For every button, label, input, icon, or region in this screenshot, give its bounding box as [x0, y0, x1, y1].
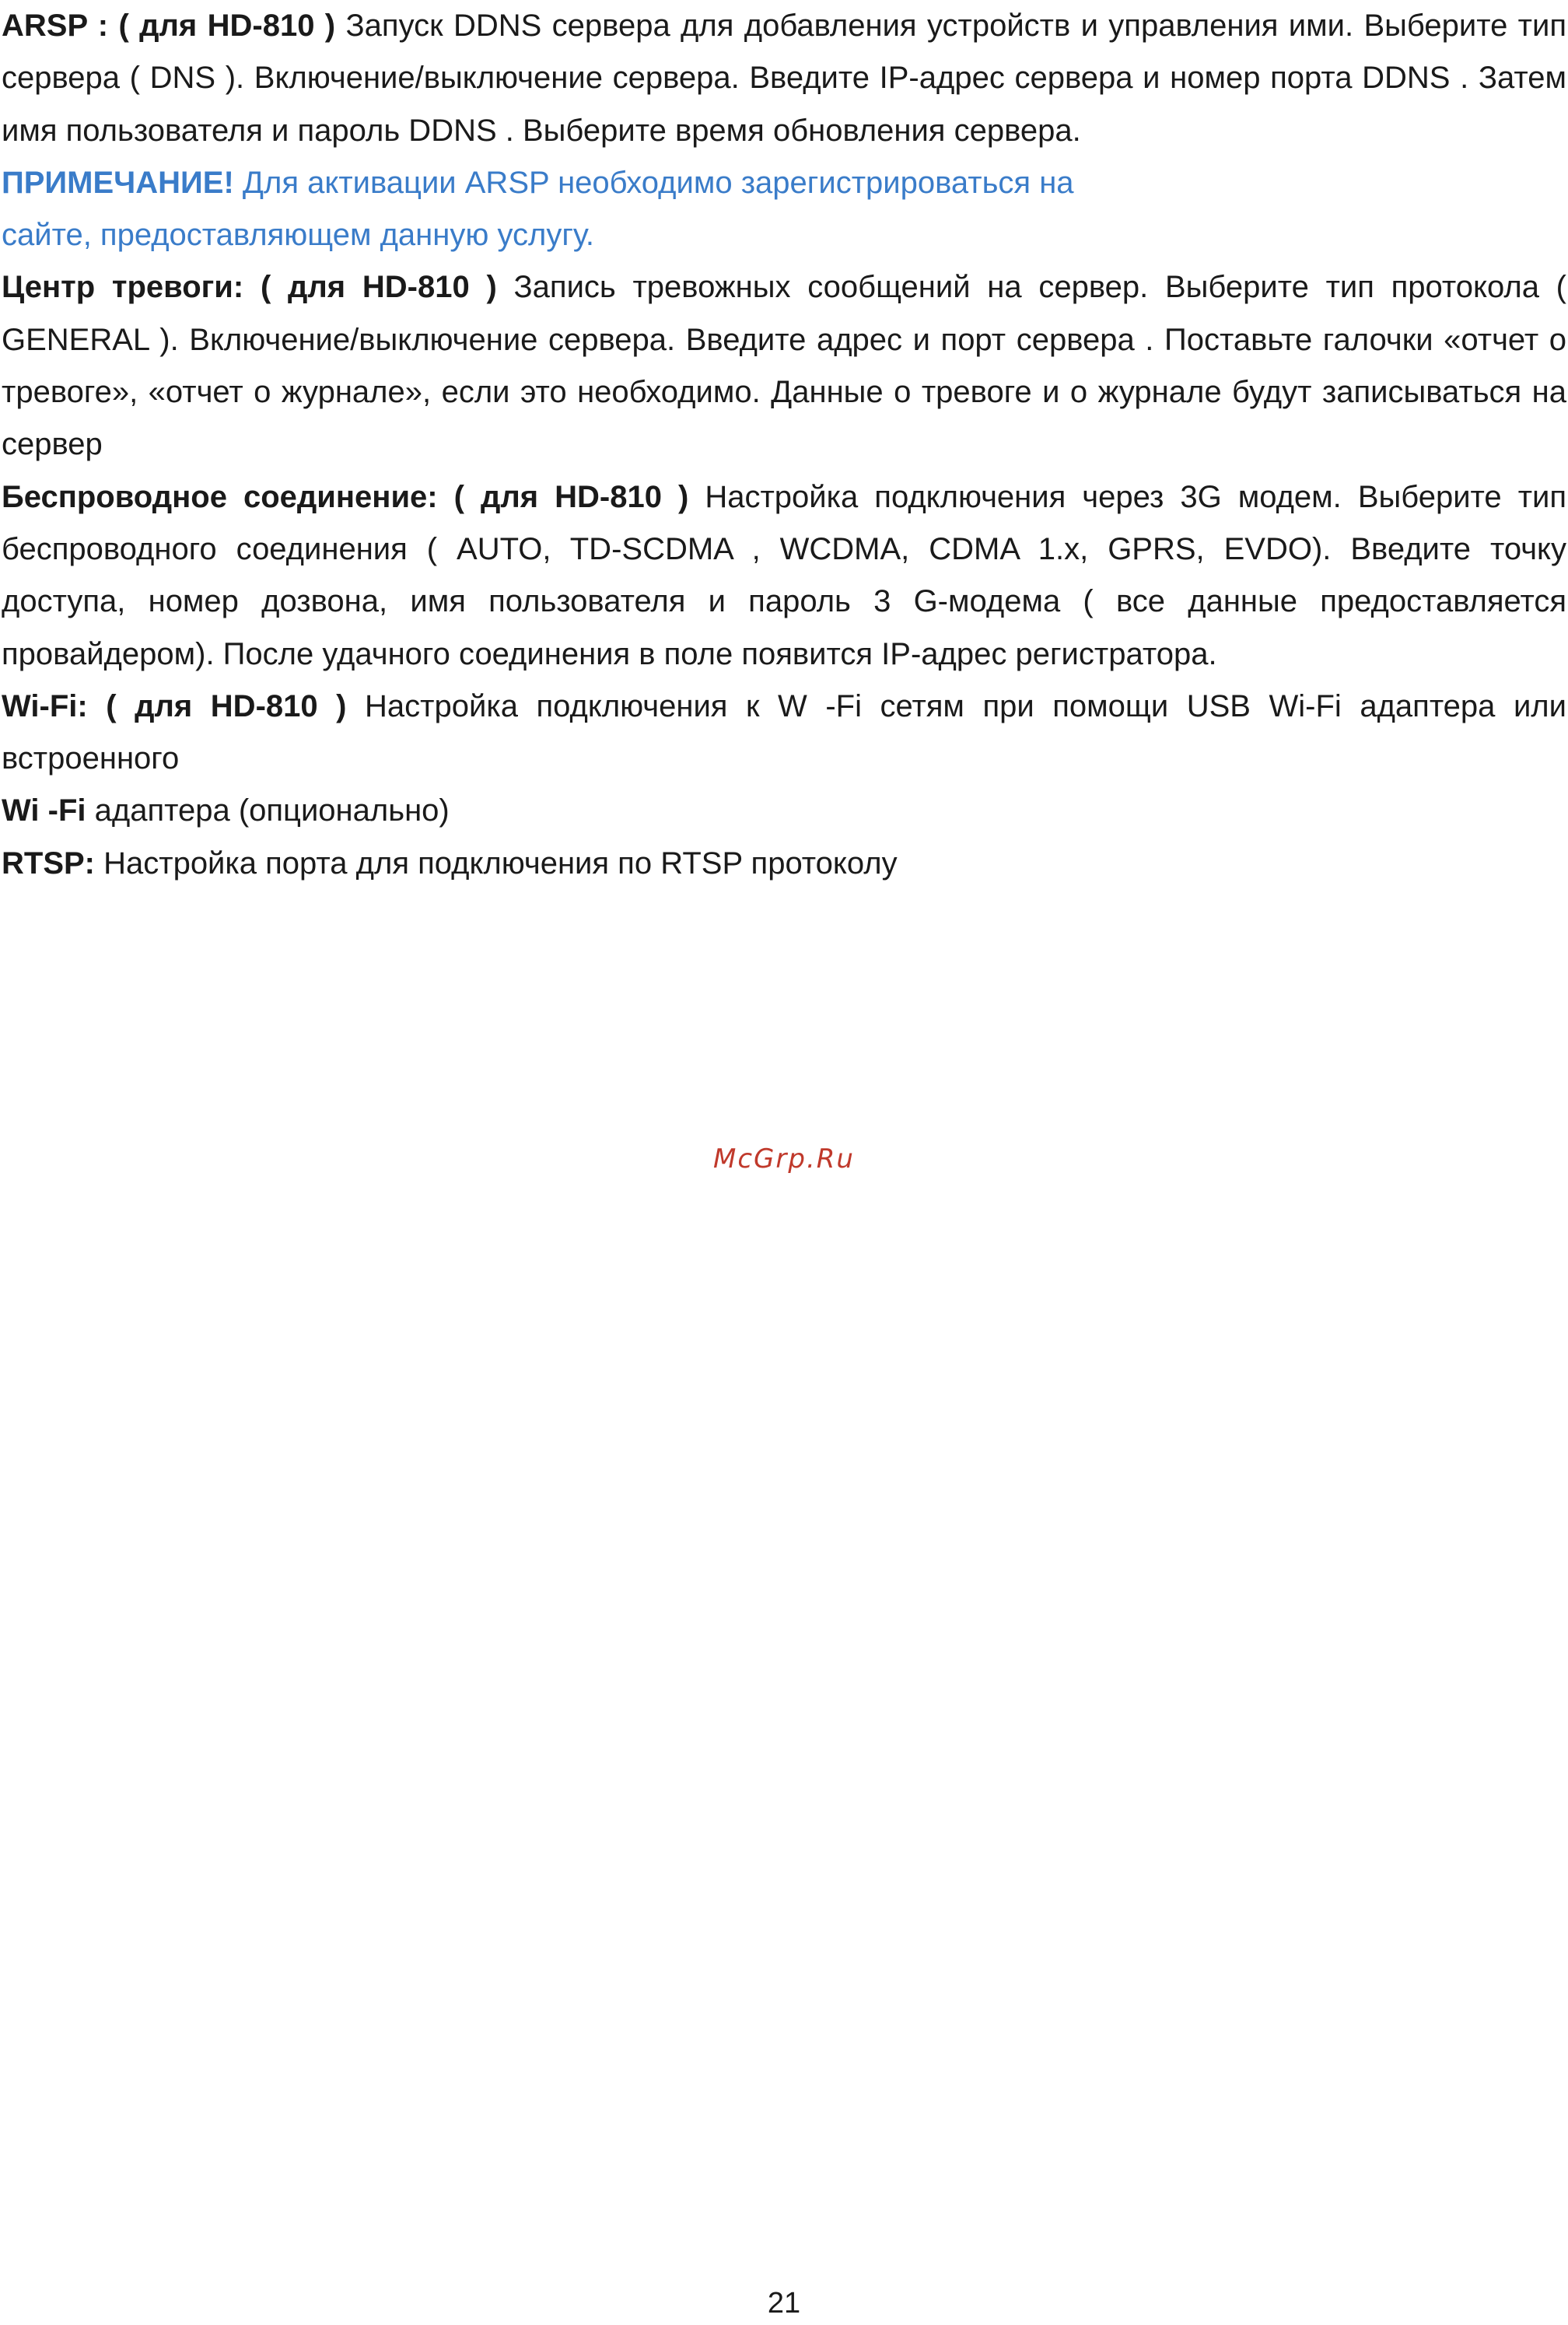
paragraph-arsp — [2, 0, 1566, 157]
text-arsp: Запуск DDNS сервера для добавления устройств и управления ими. Выберите тип сервера ( DNS ). Включение/выключение сервера. Введите IP-адрес сервера и номер порта DDNS . Затем имя пользователя и пароль DDNS . Выберите время обновления сервера. — [2, 9, 1566, 148]
paragraph-wifi-adapter — [2, 785, 1566, 837]
paragraph-alarm-center — [2, 261, 1566, 471]
text-wireless: Настройка подключения через 3G модем. Выберите тип беспроводного соединения ( AUTO, TD-SCDMA , WCDMA, CDMA 1.x, GPRS, EVDO). Введите точку доступа, номер дозвона, имя пользователя и пароль 3 G-модема ( все данные предоставляется провайдером). После удачного соединения в поле появится IP-адрес регистратора. — [2, 479, 1567, 671]
paragraph-note — [2, 157, 1566, 262]
term-wireless: Беспроводное соединение: ( для HD-810 ) — [2, 479, 689, 514]
text-wifi-adapter: адаптера (опционально) — [86, 793, 450, 828]
text-alarm-center: Запись тревожных сообщений на сервер. Выберите тип протокола ( GENERAL ). Включение/выключение сервера. Введите адрес и порт сервера . Поставьте галочки «отчет о тревоге», «отчет о журнале», если это необходимо. Данные о тревоге и о журнале будут записываться на сервер — [2, 270, 1566, 462]
text-note-line2: сайте, предоставляющем данную услугу. — [2, 218, 595, 253]
term-alarm-center: Центр тревоги: ( для HD-810 ) — [2, 270, 497, 305]
text-note-line1: Для активации ARSP необходимо зарегистрироваться на — [233, 165, 1074, 200]
paragraph-wireless — [2, 471, 1566, 681]
text-rtsp: Настройка порта для подключения по RTSP протоколу — [95, 846, 898, 881]
term-rtsp: RTSP: — [2, 846, 95, 881]
watermark: McGrp.Ru — [713, 1143, 855, 1175]
text-wifi: Настройка подключения к W -Fi сетям при помощи USB Wi-Fi адаптера или встроенного — [2, 688, 1566, 776]
paragraph-wifi — [2, 681, 1566, 786]
document-body — [2, 0, 1566, 890]
page-number: 21 — [767, 2287, 801, 2320]
term-wifi-adapter: Wi -Fi — [2, 793, 86, 828]
term-note: ПРИМЕЧАНИЕ! — [2, 165, 234, 200]
term-wifi: Wi-Fi: ( для HD-810 ) — [2, 688, 347, 723]
term-arsp: ARSP : ( для HD-810 ) — [2, 9, 336, 43]
paragraph-rtsp — [2, 838, 1566, 890]
